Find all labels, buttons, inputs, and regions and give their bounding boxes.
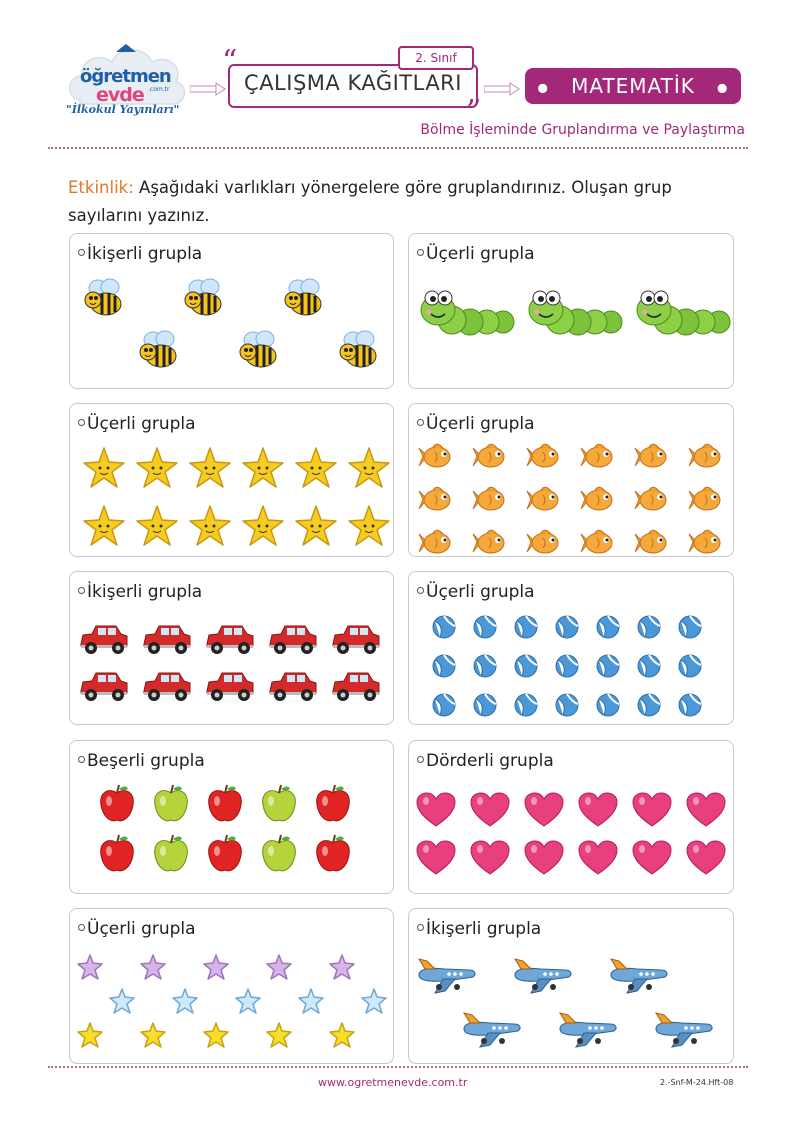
car-icon — [330, 669, 382, 707]
logo-wordmark-bottom: evde — [96, 84, 144, 106]
heart-icon — [523, 839, 565, 881]
heart-icon — [415, 791, 457, 833]
card-title-text: Dörderli grupla — [426, 751, 554, 771]
ball-icon — [636, 692, 662, 722]
airplane-icon — [556, 1011, 620, 1055]
ball-icon — [431, 614, 457, 644]
ball-icon — [636, 614, 662, 644]
small-star-icon — [108, 987, 136, 1019]
bee-icon — [182, 278, 226, 322]
apple-icon — [98, 783, 136, 829]
fish-icon — [687, 526, 723, 564]
heart-icon — [523, 791, 565, 833]
heart-icon — [685, 791, 727, 833]
card-title — [78, 751, 205, 771]
activity-card — [408, 908, 734, 1064]
star-icon — [135, 446, 179, 494]
dot-icon: ● — [717, 80, 729, 95]
small-star-icon — [171, 987, 199, 1019]
star-icon — [188, 504, 232, 552]
airplane-icon — [652, 1011, 716, 1055]
bullet-icon — [417, 924, 424, 931]
card-title-text: İkişerli grupla — [87, 582, 203, 602]
ball-icon — [677, 614, 703, 644]
bee-icon — [82, 278, 126, 322]
card-title — [78, 582, 202, 602]
green-apple-icon — [260, 833, 298, 879]
small-star-icon — [265, 953, 293, 985]
activity-card — [69, 740, 394, 894]
heart-icon — [469, 839, 511, 881]
ball-icon — [513, 692, 539, 722]
footer-url: www.ogretmenevde.com.tr — [318, 1076, 468, 1089]
activity-card — [408, 740, 734, 894]
apple-icon — [314, 833, 352, 879]
card-title-text: Üçerli grupla — [87, 414, 196, 434]
caterpillar-icon — [635, 284, 731, 344]
car-icon — [204, 622, 256, 660]
header-divider — [48, 147, 748, 149]
small-star-icon — [139, 1021, 167, 1053]
bullet-icon — [417, 587, 424, 594]
bee-icon — [137, 330, 181, 374]
ball-icon — [595, 692, 621, 722]
car-icon — [204, 669, 256, 707]
fish-icon — [417, 526, 453, 564]
bullet-icon — [417, 249, 424, 256]
fish-icon — [471, 440, 507, 478]
instruction-label: Etkinlik: — [68, 178, 134, 197]
apple-icon — [206, 833, 244, 879]
subject-badge — [525, 68, 741, 104]
small-star-icon — [297, 987, 325, 1019]
card-title-text: Üçerli grupla — [426, 582, 535, 602]
footer-code: 2.-Snf-M-24.Hft-08 — [660, 1078, 734, 1087]
star-icon — [347, 446, 391, 494]
close-quote-icon: ” — [466, 94, 482, 129]
bullet-icon — [417, 756, 424, 763]
airplane-icon — [511, 957, 575, 1001]
small-star-icon — [139, 953, 167, 985]
small-star-icon — [202, 1021, 230, 1053]
arrow-right-icon — [484, 82, 520, 96]
ball-icon — [472, 653, 498, 683]
star-icon — [241, 504, 285, 552]
bee-icon — [337, 330, 381, 374]
fish-icon — [633, 526, 669, 564]
heart-icon — [631, 839, 673, 881]
airplane-icon — [460, 1011, 524, 1055]
apple-icon — [98, 833, 136, 879]
topic-subtitle: Bölme İşleminde Gruplandırma ve Paylaştırma — [420, 122, 745, 138]
bee-icon — [237, 330, 281, 374]
star-icon — [294, 504, 338, 552]
bullet-icon — [78, 587, 85, 594]
ball-icon — [431, 653, 457, 683]
activity-card — [408, 571, 734, 725]
card-title — [417, 919, 541, 939]
green-apple-icon — [152, 833, 190, 879]
apple-icon — [314, 783, 352, 829]
small-star-icon — [360, 987, 388, 1019]
subject-label: MATEMATİK — [571, 74, 695, 98]
ball-icon — [677, 653, 703, 683]
star-icon — [82, 446, 126, 494]
card-title-text: İkişerli grupla — [87, 244, 203, 264]
fish-icon — [471, 526, 507, 564]
ball-icon — [513, 614, 539, 644]
fish-icon — [579, 526, 615, 564]
heart-icon — [577, 791, 619, 833]
footer-divider — [48, 1066, 748, 1068]
instruction — [68, 174, 738, 230]
fish-icon — [525, 526, 561, 564]
card-title-text: Üçerli grupla — [87, 919, 196, 939]
car-icon — [330, 622, 382, 660]
small-star-icon — [202, 953, 230, 985]
small-star-icon — [76, 1021, 104, 1053]
fish-icon — [633, 483, 669, 521]
car-icon — [267, 669, 319, 707]
card-title — [78, 244, 202, 264]
ball-icon — [595, 653, 621, 683]
fish-icon — [579, 440, 615, 478]
ball-icon — [513, 653, 539, 683]
star-icon — [241, 446, 285, 494]
card-title — [78, 414, 196, 434]
ball-icon — [554, 692, 580, 722]
bullet-icon — [78, 924, 85, 931]
ball-icon — [677, 692, 703, 722]
heart-icon — [415, 839, 457, 881]
caterpillar-icon — [419, 284, 515, 344]
green-apple-icon — [152, 783, 190, 829]
page-title: ÇALIŞMA KAĞITLARI — [244, 71, 462, 95]
card-title — [417, 414, 535, 434]
airplane-icon — [415, 957, 479, 1001]
ball-icon — [472, 692, 498, 722]
activity-card — [69, 571, 394, 725]
caterpillar-icon — [527, 284, 623, 344]
arrow-right-icon — [190, 82, 226, 96]
star-icon — [135, 504, 179, 552]
card-title — [417, 582, 535, 602]
small-star-icon — [76, 953, 104, 985]
heart-icon — [469, 791, 511, 833]
card-title-text: Üçerli grupla — [426, 414, 535, 434]
car-icon — [267, 622, 319, 660]
small-star-icon — [328, 1021, 356, 1053]
dot-icon: ● — [537, 80, 549, 95]
card-title — [78, 919, 196, 939]
logo-domain: .com.tr — [148, 86, 170, 93]
open-quote-icon: “ — [222, 44, 238, 79]
car-icon — [141, 622, 193, 660]
heart-icon — [685, 839, 727, 881]
activity-card — [69, 908, 394, 1064]
bullet-icon — [417, 419, 424, 426]
airplane-icon — [607, 957, 671, 1001]
activity-card — [408, 403, 734, 557]
instruction-text: Aşağıdaki varlıkları yönergelere göre gruplandırınız. Oluşan grup sayılarını yazınız. — [68, 178, 672, 225]
fish-icon — [417, 440, 453, 478]
bullet-icon — [78, 419, 85, 426]
star-icon — [294, 446, 338, 494]
activity-card — [69, 233, 394, 389]
activity-card — [69, 403, 394, 557]
car-icon — [141, 669, 193, 707]
fish-icon — [687, 440, 723, 478]
fish-icon — [525, 483, 561, 521]
grade-badge: 2. Sınıf — [398, 46, 474, 70]
card-title-text: Üçerli grupla — [426, 244, 535, 264]
star-icon — [188, 446, 232, 494]
car-icon — [78, 669, 130, 707]
logo-tagline: "İlkokul Yayınları" — [66, 103, 180, 116]
heart-icon — [631, 791, 673, 833]
small-star-icon — [265, 1021, 293, 1053]
fish-icon — [687, 483, 723, 521]
bee-icon — [282, 278, 326, 322]
ball-icon — [554, 614, 580, 644]
ball-icon — [431, 692, 457, 722]
car-icon — [78, 622, 130, 660]
heart-icon — [577, 839, 619, 881]
green-apple-icon — [260, 783, 298, 829]
bullet-icon — [78, 756, 85, 763]
star-icon — [82, 504, 126, 552]
card-title-text: Beşerli grupla — [87, 751, 205, 771]
fish-icon — [633, 440, 669, 478]
bullet-icon — [78, 249, 85, 256]
card-title — [417, 751, 554, 771]
small-star-icon — [234, 987, 262, 1019]
logo-wordmark-top: öğretmen — [80, 66, 171, 87]
ball-icon — [472, 614, 498, 644]
fish-icon — [579, 483, 615, 521]
fish-icon — [417, 483, 453, 521]
fish-icon — [471, 483, 507, 521]
small-star-icon — [328, 953, 356, 985]
fish-icon — [525, 440, 561, 478]
apple-icon — [206, 783, 244, 829]
card-title — [417, 244, 535, 264]
ball-icon — [554, 653, 580, 683]
star-icon — [347, 504, 391, 552]
ball-icon — [636, 653, 662, 683]
activity-card — [408, 233, 734, 389]
card-title-text: İkişerli grupla — [426, 919, 542, 939]
ball-icon — [595, 614, 621, 644]
